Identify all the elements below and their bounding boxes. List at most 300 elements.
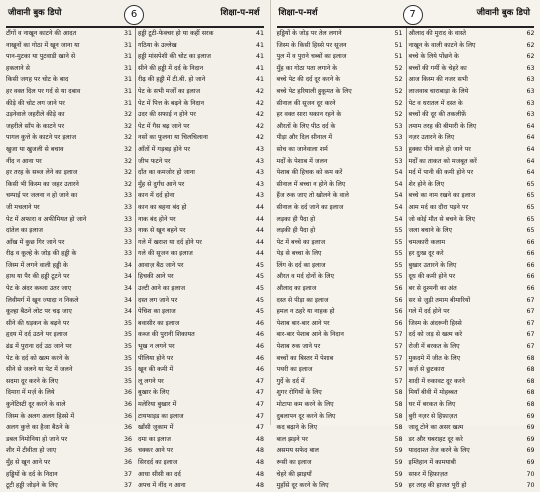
entry-title: बाल झड़ने पर [277,434,389,446]
entry-title: अलग कुत्ते का हैजा बैठने के [6,422,118,434]
entry-page-number: 46 [250,329,264,341]
contents-entry [138,167,264,179]
entry-page-number: 36 [118,399,132,411]
entry-title: औलाद का इलाज [277,283,389,295]
entry-page-number: 33 [118,225,132,237]
entry-page-number: 54 [389,190,403,202]
entry-title: हर वक्त सारा थकान रहने के [277,109,389,121]
entry-title: नसों का फूलना या चिलचिलाना [138,132,250,144]
contents-entry [277,445,403,457]
contents-entry [409,399,535,411]
entry-title: सोच का जानेवाला शर्म [277,144,389,156]
contents-entry [6,248,132,260]
contents-entry [138,469,264,481]
contents-entry [277,214,403,226]
entry-page-number: 42 [250,109,264,121]
contents-entry [6,306,132,318]
contents-entry [138,132,264,144]
entry-title: हमल न ठहरे या नाहक हो [277,306,389,318]
entry-page-number: 43 [250,179,264,191]
contents-entry [409,28,535,40]
entry-title: औलाद की मुराद के वास्ते [409,28,521,40]
entry-title: दांतेल का इलाज [6,225,118,237]
entry-page-number: 48 [250,480,264,492]
entry-page-number: 57 [389,353,403,365]
entry-page-number: 55 [389,260,403,272]
contents-entry [138,40,264,52]
entry-title: सिरदर्द का इलाज [138,457,250,469]
contents-entry [138,341,264,353]
entry-page-number: 52 [389,86,403,98]
entry-title: मर्द में पानी की कमी होने पर [409,167,521,179]
entry-title: मुहाँसे दूर करने के लिए [277,480,389,492]
entry-title: हड्डी टूटी-फेक्चर हो या कहीं सरक [138,28,250,40]
entry-page-number: 70 [521,469,535,481]
entry-title: लाजवाब चाराबाड़ा के लिये [409,86,521,98]
contents-entry [277,156,403,168]
contents-entry [277,411,403,423]
entry-title: बर से दुश्मनी का अंत [409,283,521,295]
contents-entry [277,341,403,353]
entry-page-number: 43 [250,144,264,156]
contents-entry [6,214,132,226]
entry-page-number: 59 [389,457,403,469]
entry-page-number: 31 [118,86,132,98]
entry-title: हैंज रुक जाए तो खोलने के वाले [277,190,389,202]
entry-title: खून की कमी में [138,364,250,376]
entry-title: हड्डी मांसपेशी की चोट का इलाज [138,51,250,63]
entry-page-number: 47 [250,376,264,388]
entry-title: रीढ़ व कूल्हे के जोड़ की हड्डी के [6,248,118,260]
entry-title: किसी जगह पर चोट के बाद [6,74,118,86]
contents-entry [6,445,132,457]
entry-page-number: 35 [118,353,132,365]
entry-page-number: 54 [389,202,403,214]
entry-page-number: 36 [118,387,132,399]
entry-title: गले की सूजन का इलाज [138,248,250,260]
contents-entry [277,132,403,144]
left-column-divider [135,28,136,421]
entry-title: पेट में अफारा व अफीमियत हो जाने [6,214,118,226]
entry-page-number: 68 [521,387,535,399]
entry-title: पुल में व पुराने चब्बों का इलाज [277,51,389,63]
entry-page-number: 48 [250,445,264,457]
contents-entry [277,376,403,388]
contents-entry [277,74,403,86]
entry-title: आम मर्द का दौरा पड़ने पर [409,202,521,214]
entry-title: औरतों के लिए पीठ दर्द के [277,121,389,133]
entry-title: मुकदमे में जीत के लिए [409,353,521,365]
entry-title: बच्चों की दूर की तकलीफ़ें [409,109,521,121]
contents-entry [6,434,132,446]
entry-title: चक्कर आने पर [138,445,250,457]
entry-page-number: 56 [389,283,403,295]
entry-page-number: 69 [521,445,535,457]
contents-entry [409,121,535,133]
entry-title: नाक से खून बहने पर [138,225,250,237]
entry-title: उल्टी आने का इलाज [138,283,250,295]
contents-entry [409,237,535,249]
contents-entry [409,225,535,237]
entry-title: बुखार के लिए [138,387,250,399]
contents-entry [138,248,264,260]
contents-entry [277,457,403,469]
entry-title: बच्चे का नाम रखने का इलाज [409,190,521,202]
entry-page-number: 63 [521,63,535,75]
contents-entry [6,132,132,144]
entry-title: पेट में पित्त के बढ़ने के निदान [138,98,250,110]
entry-page-number: 59 [389,469,403,481]
contents-entry [277,422,403,434]
entry-title: पेट के सभी मर्जों का इलाज [138,86,250,98]
right-contents-list [277,28,535,421]
contents-entry [277,480,403,492]
entry-page-number: 64 [521,132,535,144]
entry-page-number: 62 [521,51,535,63]
contents-entry [409,40,535,52]
entry-page-number: 32 [118,179,132,191]
contents-entry [138,98,264,110]
entry-title: गले में दर्द होने पर [409,306,521,318]
entry-title: आवाज़ बैठ जाने पर [138,260,250,272]
contents-entry [277,271,403,283]
entry-page-number: 65 [521,225,535,237]
entry-page-number: 46 [250,341,264,353]
entry-title: नाक बंद होने पर [138,214,250,226]
entry-page-number: 66 [521,260,535,272]
entry-title: कब्ज की पुरानी शिकायत [138,329,250,341]
contents-entry [6,422,132,434]
entry-page-number: 44 [250,248,264,260]
entry-page-number: 44 [250,237,264,249]
entry-page-number: 65 [521,214,535,226]
entry-page-number: 31 [118,28,132,40]
entry-page-number: 43 [250,167,264,179]
entry-page-number: 37 [118,469,132,481]
right-page-header [277,4,535,28]
contents-entry [409,353,535,365]
entry-title: औरत व मर्द दोनों के लिए [277,271,389,283]
entry-page-number: 68 [521,353,535,365]
entry-page-number: 69 [521,411,535,423]
entry-page-number: 42 [250,86,264,98]
contents-entry [138,214,264,226]
contents-entry [277,190,403,202]
contents-entry [409,179,535,191]
entry-page-number: 66 [521,271,535,283]
entry-title: पेट में बच्चे का इलाज [277,237,389,249]
contents-entry [277,167,403,179]
entry-title: मर्दों का ताकत को मजबूत करें [409,156,521,168]
entry-title: हाथ या पैर की हड्डी टूटने पर [6,271,118,283]
entry-title: पेशाब बार-बार आने पर [277,318,389,330]
contents-entry [6,457,132,469]
entry-title: मुँह से खून आने पर [6,457,118,469]
contents-entry [6,271,132,283]
entry-page-number: 68 [521,364,535,376]
contents-entry [409,283,535,295]
entry-page-number: 41 [250,63,264,75]
entry-title: इम्तिहान में कामयाबी [409,457,521,469]
entry-page-number: 54 [389,167,403,179]
entry-title: दस्त लग जाने पर [138,295,250,307]
entry-page-number: 69 [521,422,535,434]
entry-page-number: 43 [250,190,264,202]
contents-entry [409,109,535,121]
entry-title: रीढ़ की हड्डी में टी.बी. हो जाने [138,74,250,86]
contents-entry [409,434,535,446]
entry-page-number: 45 [250,306,264,318]
contents-entry [409,190,535,202]
contents-entry [138,480,264,492]
entry-title: दमा का इलाज [138,434,250,446]
contents-entry [138,74,264,86]
entry-page-number: 31 [118,98,132,110]
entry-page-number: 59 [389,480,403,492]
entry-title: रोजी में बरकत के लिए [409,341,521,353]
contents-entry [6,28,132,40]
entry-page-number: 44 [250,225,264,237]
entry-page-number: 45 [250,260,264,272]
entry-title: सीने से जलने या पेट में जलने [6,364,118,376]
contents-entry [6,63,132,75]
entry-page-number: 63 [521,109,535,121]
entry-page-number: 41 [250,40,264,52]
contents-entry [6,237,132,249]
entry-title: शुगर रोगियों के लिए [277,387,389,399]
entry-page-number: 33 [118,214,132,226]
left-page-number: 6 [124,5,144,25]
contents-entry [277,295,403,307]
contents-entry [277,109,403,121]
entry-page-number: 52 [389,98,403,110]
contents-entry [138,329,264,341]
entry-page-number: 36 [118,445,132,457]
entry-title: आँतों में गड़बड़ होने पर [138,144,250,156]
entry-title: गुर्दे के दर्द में [277,376,389,388]
entry-title: लिवीमर्ग में खून ज्यादा न निकले [6,295,118,307]
contents-entry [409,156,535,168]
entry-page-number: 32 [118,144,132,156]
contents-entry [409,469,535,481]
entry-title: ढंढ में पुराना दर्द उठ जाने पर [6,341,118,353]
entry-title: जी मचलाने पर [6,202,118,214]
entry-page-number: 31 [118,51,132,63]
entry-page-number: 68 [521,399,535,411]
entry-page-number: 45 [250,271,264,283]
contents-entry [138,353,264,365]
contents-entry [277,63,403,75]
entry-page-number: 57 [389,341,403,353]
entry-title: हड्डियों के दर्द के निदान [6,469,118,481]
entry-page-number: 33 [118,248,132,260]
entry-page-number: 55 [389,271,403,283]
right-header-title: जीवानी बुक डिपो [477,7,530,18]
entry-page-number: 36 [118,434,132,446]
contents-entry [6,260,132,272]
left-header-section: शिक्षा-प-मर्श [220,7,259,18]
entry-title: हर तरह के सब्ज लेने का इलाज [6,167,118,179]
entry-title: जो कोई मौत से बचने के लिए [409,214,521,226]
contents-entry [6,202,132,214]
contents-entry [6,51,132,63]
contents-entry [277,51,403,63]
entry-title: पेट के अंदर कब्जा उतर जाए [6,283,118,295]
entry-page-number: 52 [389,109,403,121]
entry-title: तमाम तरह की बीमारी के लिए [409,121,521,133]
entry-page-number: 67 [521,318,535,330]
entry-page-number: 46 [250,364,264,376]
entry-title: जला बचाने के लिए [409,225,521,237]
entry-title: कूल्हा बैठने लोट पर चढ़ जाए [6,306,118,318]
entry-title: सीनाल में बच्चा न होने के लिए [277,179,389,191]
entry-title: पागल कुत्ते के काटने पर इलाज [6,132,118,144]
entry-page-number: 36 [118,422,132,434]
entry-page-number: 42 [250,132,264,144]
contents-entry [138,306,264,318]
contents-entry [277,225,403,237]
entry-title: सीनाल की सूजन दूर करने [277,98,389,110]
left-contents-list [6,28,264,421]
entry-page-number: 34 [118,271,132,283]
entry-title: असमय सफेद बाल [277,445,389,457]
contents-entry [409,51,535,63]
entry-page-number: 64 [521,156,535,168]
contents-entry [277,387,403,399]
entry-page-number: 41 [250,28,264,40]
entry-title: मियाँ बीवी में मोहब्बत [409,387,521,399]
entry-page-number: 44 [250,202,264,214]
entry-title: उड़नेवाले जहरीले कीड़े का [6,109,118,121]
contents-entry [138,445,264,457]
entry-title: बच्चों की गर्मी के चेहरे का [409,63,521,75]
entry-title: बार-बार पेशाब आने के निदान [277,329,389,341]
entry-title: आँख में कुछ गिर जाने पर [6,237,118,249]
entry-title: याददाश्त तेज करने के लिए [409,445,521,457]
entry-title: हकलाने से [6,63,118,75]
entry-page-number: 35 [118,329,132,341]
contents-entry [138,237,264,249]
contents-entry [138,422,264,434]
entry-title: दस्त से पीड़ा का इलाज [277,295,389,307]
contents-entry [6,353,132,365]
contents-entry [138,364,264,376]
entry-page-number: 67 [521,329,535,341]
entry-title: सर से जुड़ी तमाम बीमारियों [409,295,521,307]
right-header-section: शिक्षा-प-मर्श [279,7,318,18]
contents-entry [409,295,535,307]
entry-page-number: 44 [250,214,264,226]
entry-page-number: 68 [521,376,535,388]
contents-entry [409,411,535,423]
contents-entry [138,51,264,63]
right-column-divider [406,28,407,421]
contents-entry [409,248,535,260]
left-col-1 [6,28,132,421]
entry-title: खाँसी जुकाम में [138,422,250,434]
contents-entry [138,144,264,156]
contents-entry [138,190,264,202]
entry-page-number: 46 [250,318,264,330]
entry-title: जिस्म में लगने वाली हड्डी के [6,260,118,272]
entry-title: लू लगने पर [138,376,250,388]
entry-title: लिंग के दर्द का इलाज [277,260,389,272]
entry-page-number: 51 [389,28,403,40]
entry-page-number: 41 [250,51,264,63]
contents-entry [277,144,403,156]
entry-title: हर वक्त दिल पर गर्द से या दबाव [6,86,118,98]
entry-title: पीलिया होने पर [138,353,250,365]
entry-page-number: 32 [118,156,132,168]
entry-title: बवासीर का इलाज [138,318,250,330]
entry-page-number: 53 [389,156,403,168]
contents-entry [409,74,535,86]
entry-title: आधा सीसी का दर्द [138,469,250,481]
entry-page-number: 32 [118,109,132,121]
entry-page-number: 48 [250,457,264,469]
contents-entry [409,202,535,214]
entry-page-number: 33 [118,190,132,202]
entry-page-number: 47 [250,411,264,423]
entry-title: नींद न आना पर [6,156,118,168]
contents-entry [277,98,403,110]
contents-entry [409,86,535,98]
entry-title: पेट के दर्द को खत्म करने के [6,353,118,365]
entry-title: पेट में गैस बढ़ जाने पर [138,121,250,133]
entry-page-number: 35 [118,376,132,388]
contents-entry [6,86,132,98]
entry-title: टौंगों व नाखून काटने की आदत [6,28,118,40]
entry-page-number: 66 [521,283,535,295]
entry-page-number: 62 [521,28,535,40]
contents-entry [409,98,535,110]
contents-entry [138,28,264,40]
contents-entry [138,295,264,307]
contents-entry [277,306,403,318]
entry-page-number: 32 [118,121,132,133]
entry-title: अपच में नींद न आना [138,480,250,492]
entry-title: कुनेटिस्टी दूर करने के वाले [6,399,118,411]
entry-page-number: 64 [521,167,535,179]
entry-page-number: 54 [389,179,403,191]
entry-page-number: 51 [389,40,403,52]
entry-page-number: 56 [389,318,403,330]
entry-page-number: 43 [250,156,264,168]
entry-page-number: 53 [389,144,403,156]
left-col-2 [138,28,264,421]
contents-entry [6,98,132,110]
right-col-1 [277,28,403,421]
entry-title: बच्चे के लिये पोंछने के [409,51,521,63]
entry-title: शेर होने के लिए [409,179,521,191]
contents-entry [138,179,264,191]
contents-entry [6,74,132,86]
contents-entry [138,109,264,121]
entry-page-number: 69 [521,457,535,469]
contents-entry [277,353,403,365]
entry-title: दर्द को जड़ से खत्म करे [409,329,521,341]
contents-entry [6,144,132,156]
entry-title: सदमा दूर करने के लिए [6,376,118,388]
contents-entry [409,318,535,330]
entry-title: बच्चे पेट हरियाली हुकूमत के लिए [277,86,389,98]
entry-page-number: 65 [521,190,535,202]
contents-entry [277,469,403,481]
entry-title: खुजा या खुजली से बचाव [6,144,118,156]
entry-title: बच्चों का बिस्तर में पेशाब [277,353,389,365]
contents-entry [409,422,535,434]
entry-title: हर तरह की हाजत पूरी हो [409,480,521,492]
